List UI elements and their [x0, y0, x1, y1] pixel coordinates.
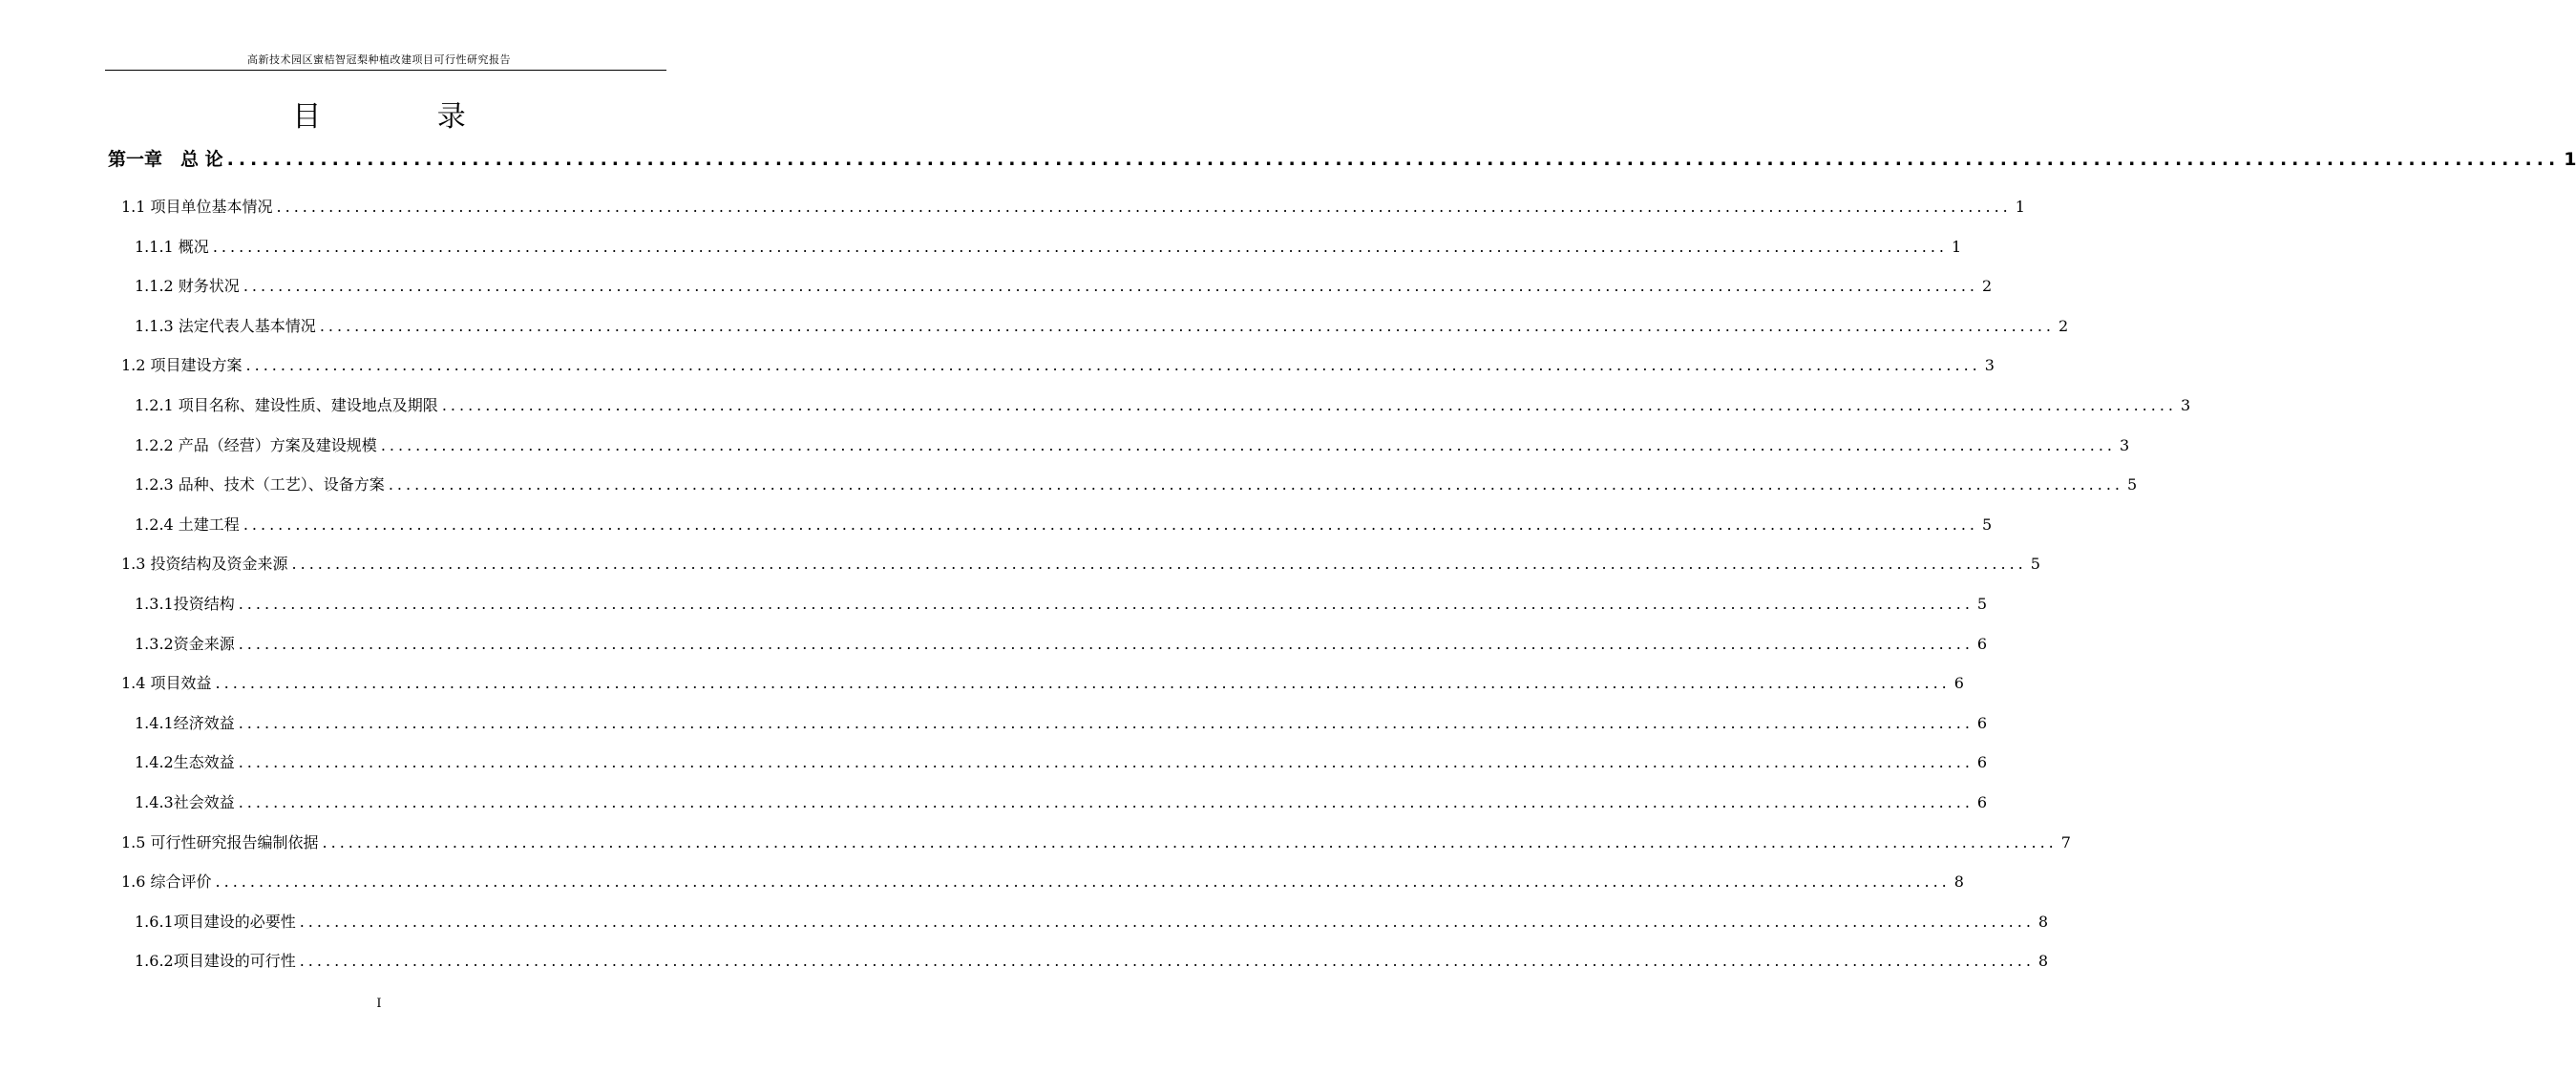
- toc-leader-dots: ........................................................................................................................................................................................................: [215, 872, 1951, 892]
- toc-entry-page: 6: [1976, 634, 1988, 653]
- toc-entry-label: 1.2 项目建设方案: [121, 356, 243, 375]
- toc-entry-label: 1.4.1经济效益: [135, 713, 235, 732]
- toc-leader-dots: ........................................................................................................................................................................................................: [291, 555, 2027, 574]
- toc-entry[interactable]: [121, 671, 1964, 693]
- toc-entry-page: 6: [1976, 793, 1988, 811]
- toc-entry[interactable]: [135, 314, 2069, 336]
- toc-entry-page: 6: [1953, 674, 1964, 693]
- toc-entry-label: 1.3 投资结构及资金来源: [121, 555, 288, 574]
- header-rule: [105, 70, 666, 71]
- toc-entry-page: 5: [2030, 555, 2040, 574]
- page-number: I: [376, 997, 382, 1011]
- toc-leader-dots: ........................................................................................................................................................................................................: [243, 515, 1978, 534]
- toc-entry[interactable]: [135, 750, 1988, 772]
- toc-leader-dots: ........................................................................................................................................................................................................: [276, 198, 2012, 216]
- toc-entry[interactable]: [121, 830, 2071, 852]
- toc-entry[interactable]: [135, 592, 1988, 614]
- toc-entry-page: 3: [2120, 435, 2130, 454]
- toc-entry-page: 8: [1953, 872, 1964, 892]
- toc-entry[interactable]: [135, 790, 1988, 812]
- toc-entry-label: 第一章 总 论: [108, 149, 223, 170]
- toc-entry-page: 6: [1976, 753, 1988, 772]
- running-header: 高新技术园区蜜桔智冠梨种植改建项目可行性研究报告: [247, 53, 511, 66]
- toc-leader-dots: ........................................................................................................................................................................................................: [238, 713, 1974, 732]
- toc-leader-dots: ........................................................................................................................................................................................................: [238, 753, 1974, 772]
- toc-entry-page: 5: [2127, 475, 2138, 494]
- toc-entry-page: 8: [2038, 912, 2049, 931]
- toc-entry-page: 3: [2181, 396, 2191, 414]
- toc-entry[interactable]: [135, 711, 1988, 733]
- toc-leader-dots: ........................................................................................................................................................................................................: [380, 435, 2116, 454]
- toc-entry-page: 5: [1982, 515, 1993, 534]
- toc-leader-dots: ........................................................................................................................................................................................................: [299, 952, 2035, 971]
- toc-entry-page: 8: [2038, 952, 2049, 971]
- toc-entry[interactable]: [108, 145, 2576, 171]
- toc-entry[interactable]: [121, 353, 1995, 375]
- toc-leader-dots: ........................................................................................................................................................................................................: [238, 793, 1974, 811]
- toc-entry-label: 1.1 项目单位基本情况: [121, 198, 273, 216]
- toc-leader-dots: ........................................................................................................................................................................................................: [212, 237, 1948, 256]
- toc-entry[interactable]: [135, 949, 2049, 971]
- toc-entry-label: 1.2.4 土建工程: [135, 515, 240, 534]
- toc-entry[interactable]: [135, 433, 2130, 455]
- toc-entry-page: 3: [1984, 356, 1995, 375]
- toc-leader-dots: ........................................................................................................................................................................................................: [245, 356, 1981, 375]
- toc-title: 目 录: [292, 100, 519, 134]
- toc-leader-dots: ........................................................................................................................................................................................................: [299, 912, 2035, 931]
- toc-entry-label: 1.1.2 财务状况: [135, 277, 240, 296]
- toc-leader-dots: ........................................................................................................................................................................................................: [319, 316, 2055, 335]
- toc-entry-label: 1.6.1项目建设的必要性: [135, 912, 296, 931]
- toc-entry-page: 6: [1976, 713, 1988, 732]
- toc-entry[interactable]: [121, 195, 2025, 217]
- toc-entry[interactable]: [135, 393, 2191, 415]
- toc-entry-page: 7: [2060, 832, 2071, 851]
- toc-entry-label: 1.5 可行性研究报告编制依据: [121, 832, 319, 851]
- toc-entry-label: 1.6.2项目建设的可行性: [135, 952, 296, 971]
- toc-entry[interactable]: [135, 910, 2049, 932]
- toc-entry-page: 2: [2059, 316, 2069, 335]
- toc-entry-label: 1.3.1投资结构: [135, 595, 235, 613]
- toc-leader-dots: ........................................................................................................................................................................................................: [243, 277, 1978, 296]
- toc-leader-dots: ........................................................................................................................................................................................................: [238, 595, 1974, 613]
- toc-entry[interactable]: [135, 632, 1988, 654]
- toc-entry-page: 1: [1952, 237, 1962, 256]
- toc-entry-label: 1.2.1 项目名称、建设性质、建设地点及期限: [135, 396, 438, 414]
- toc-entry[interactable]: [135, 473, 2138, 494]
- toc-entry-label: 1.4.3社会效益: [135, 793, 235, 811]
- toc-entry-label: 1.2.2 产品（经营）方案及建设规模: [135, 435, 377, 454]
- toc-entry-label: 1.6 综合评价: [121, 872, 212, 892]
- toc-entry-page: 1: [2015, 198, 2025, 216]
- toc-entry-label: 1.4 项目效益: [121, 674, 212, 693]
- toc-entry[interactable]: [121, 870, 1964, 892]
- toc-entry-label: 1.1.1 概况: [135, 237, 209, 256]
- toc-leader-dots: ........................................................................................................................................................................................................: [388, 475, 2123, 494]
- toc-entry-page: 5: [1976, 595, 1988, 613]
- toc-leader-dots: ........................................................................................................................................................................................................: [322, 832, 2058, 851]
- toc-leader-dots: ........................................................................................................................................................................................................: [238, 634, 1974, 653]
- toc-leader-dots: ........................................................................................................................................................................................................: [215, 674, 1951, 693]
- toc-entry[interactable]: [121, 552, 2040, 574]
- toc-leader-dots: ........................................................................................................................................................................................................: [226, 149, 2561, 170]
- toc-entry[interactable]: [135, 513, 1993, 535]
- toc-entry-page: 1: [2564, 149, 2576, 170]
- toc-entry-label: 1.1.3 法定代表人基本情况: [135, 316, 316, 335]
- toc-leader-dots: ........................................................................................................................................................................................................: [441, 396, 2177, 414]
- toc-entry-label: 1.3.2资金来源: [135, 634, 235, 653]
- toc-entry-page: 2: [1982, 277, 1993, 296]
- toc-entry-label: 1.4.2生态效益: [135, 753, 235, 772]
- toc-entry[interactable]: [135, 274, 1993, 296]
- toc-entry-label: 1.2.3 品种、技术（工艺）、设备方案: [135, 475, 385, 494]
- toc-entry[interactable]: [135, 235, 1962, 257]
